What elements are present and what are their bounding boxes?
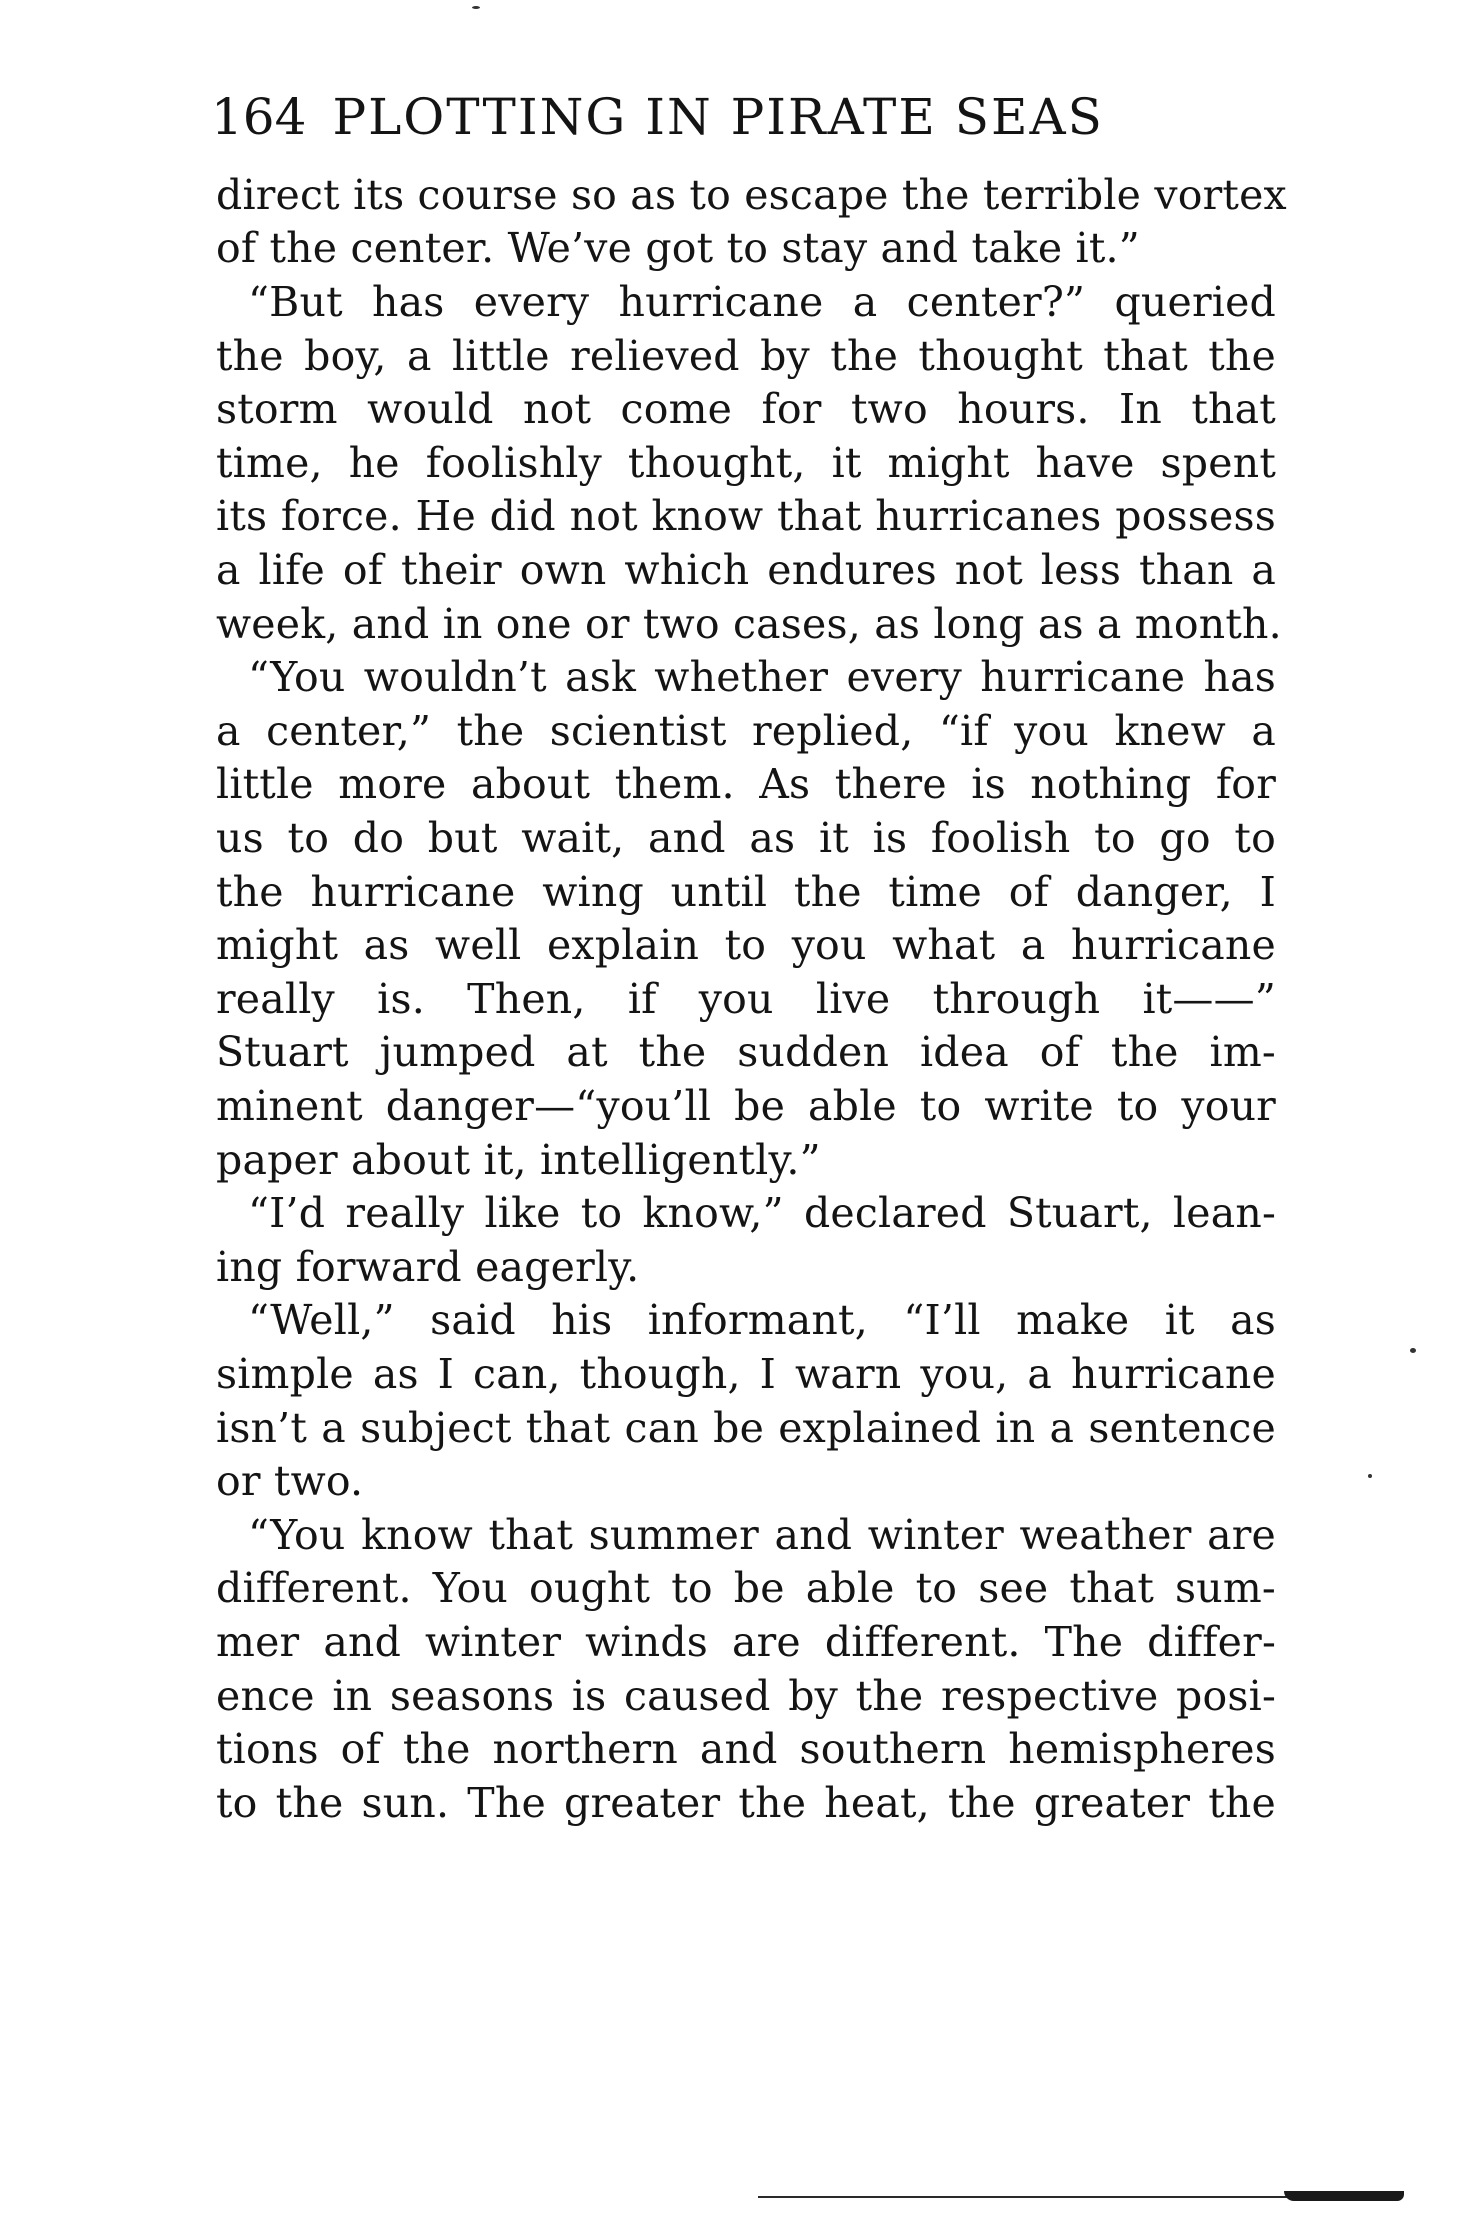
text-line: tions of the northern and southern hemispheres <box>216 1725 1276 1773</box>
text-line: the boy, a little relieved by the thought that the <box>216 332 1276 380</box>
text-line: “I’d really like to know,” declared Stuart, lean- <box>248 1189 1276 1237</box>
text-line: paper about it, intelligently.” <box>216 1136 821 1184</box>
text-line: “You know that summer and winter weather are <box>248 1511 1276 1559</box>
text-line: little more about them. As there is nothing for <box>216 760 1276 808</box>
text-line: of the center. We’ve got to stay and take it.” <box>216 224 1140 272</box>
text-line: or two. <box>216 1457 364 1505</box>
text-line: “But has every hurricane a center?” queried <box>248 278 1276 326</box>
text-line: really is. Then, if you live through it——” <box>216 975 1276 1023</box>
text-line: ing forward eagerly. <box>216 1243 640 1291</box>
text-line: different. You ought to be able to see that sum- <box>216 1564 1276 1612</box>
text-line: minent danger—“you’ll be able to write to your <box>216 1082 1276 1130</box>
text-line: isn’t a subject that can be explained in a sentence <box>216 1404 1276 1452</box>
page-number: 164 <box>211 88 307 146</box>
text-line: its force. He did not know that hurricanes possess <box>216 492 1276 540</box>
text-line: “Well,” said his informant, “I’ll make it as <box>248 1296 1276 1344</box>
text-line: to the sun. The greater the heat, the greater the <box>216 1779 1276 1827</box>
text-line: the hurricane wing until the time of danger, I <box>216 868 1276 916</box>
text-line: storm would not come for two hours. In that <box>216 385 1276 433</box>
text-line: might as well explain to you what a hurricane <box>216 921 1276 969</box>
text-line: week, and in one or two cases, as long as a month. <box>216 600 1282 648</box>
text-line: Stuart jumped at the sudden idea of the im- <box>216 1028 1276 1076</box>
text-line: a life of their own which endures not less than a <box>216 546 1276 594</box>
print-speck <box>1368 1474 1372 1478</box>
print-speck <box>1410 1348 1416 1353</box>
text-line: us to do but wait, and as it is foolish to go to <box>216 814 1276 862</box>
text-line: “You wouldn’t ask whether every hurricane has <box>248 653 1276 701</box>
text-line: direct its course so as to escape the terrible vortex <box>216 171 1287 219</box>
bottom-scan-edge <box>758 2196 1398 2198</box>
text-line: a center,” the scientist replied, “if you knew a <box>216 707 1276 755</box>
text-line: time, he foolishly thought, it might have spent <box>216 439 1276 487</box>
text-line: ence in seasons is caused by the respective posi- <box>216 1672 1276 1720</box>
text-line: simple as I can, though, I warn you, a hurricane <box>216 1350 1276 1398</box>
print-speck <box>472 6 480 9</box>
running-title: PLOTTING IN PIRATE SEAS <box>332 88 1104 146</box>
running-header <box>211 82 1281 152</box>
text-line: mer and winter winds are different. The differ- <box>216 1618 1276 1666</box>
